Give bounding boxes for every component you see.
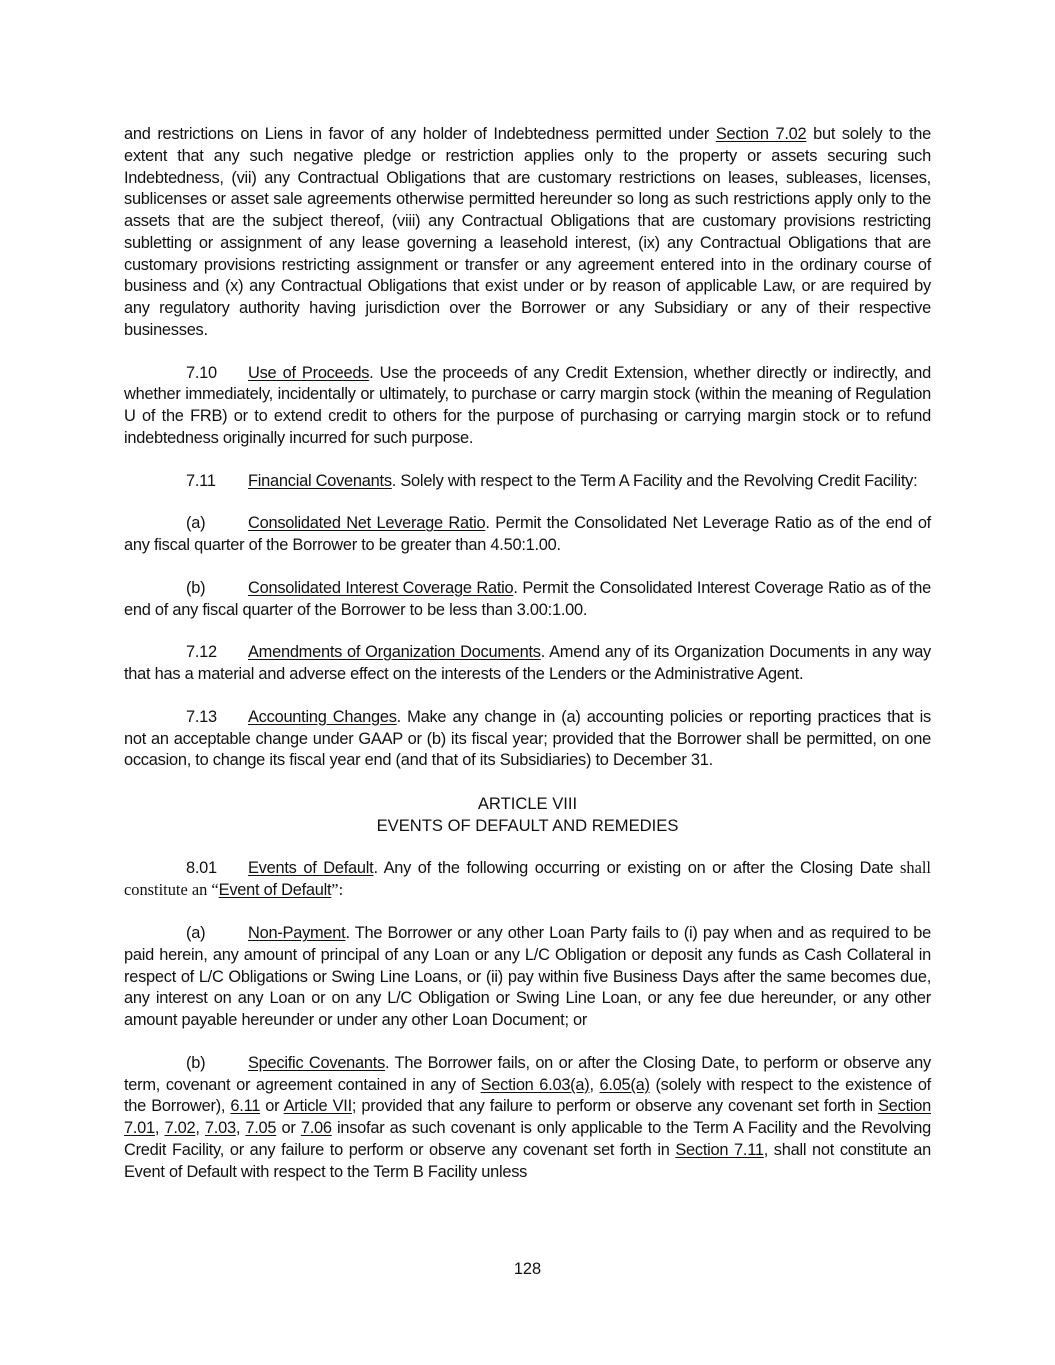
paragraph <box>124 707 931 772</box>
paragraph <box>124 642 931 686</box>
article-number: ARTICLE VIII <box>477 794 578 813</box>
paragraph <box>124 1053 931 1184</box>
section-number: (a) <box>186 514 206 533</box>
cross-reference: Accounting Changes <box>248 707 397 726</box>
cross-reference: Specific Covenants <box>248 1053 386 1072</box>
text-segment: . Permit the Consolidated Interest Coverage Ratio as of the end of any fiscal quarter of the Borrower to be less than 3.00:1.00. <box>124 578 931 619</box>
cross-reference: Section 6.03(a) <box>480 1075 590 1094</box>
text-segment: , shall not constitute an Event of Default with respect to the Term B Facility unless <box>124 1140 931 1181</box>
text-segment: . Permit the Consolidated Net Leverage Ratio as of the end of any fiscal quarter of the Borrower to be greater than 4.50:1.00. <box>124 514 931 554</box>
paragraph <box>124 923 931 1032</box>
paragraph <box>124 578 931 622</box>
section-number: (b) <box>186 1053 206 1072</box>
text-segment: or <box>276 1119 301 1137</box>
cross-reference: Consolidated Interest Coverage Ratio <box>248 578 514 597</box>
cross-reference: 6.11 <box>230 1097 261 1116</box>
section-number: 8.01 <box>186 858 217 877</box>
cross-reference: Non-Payment <box>248 924 346 942</box>
page-number: 128 <box>513 1260 542 1278</box>
document-body <box>124 124 931 1204</box>
section-number: 7.10 <box>186 363 217 382</box>
cross-reference: 7.05 <box>245 1119 277 1137</box>
cross-reference: Article VII <box>283 1097 352 1116</box>
text-segment: . Amend any of its Organization Documents in any way that has a material and adverse effect on the interests of the Lenders or the Administrative Agent. <box>124 643 932 683</box>
text-segment: . Make any change in (a) accounting policies or reporting practices that is not an acceptable change under GAAP or (b) its fiscal year; provided that the Borrower shall be permitted, on one occasion, to change its fiscal year end (and that of its Subsidiaries) to December 31. <box>124 707 931 770</box>
text-segment: or <box>260 1097 284 1116</box>
cross-reference: Use of Proceeds <box>248 363 370 382</box>
article-title: EVENTS OF DEFAULT AND REMEDIES <box>376 815 679 835</box>
paragraph <box>124 124 931 342</box>
text-segment: insofar as such covenant is only applicable to the Term A Facility and the Revolving Credit Facility, or any failure to perform or observe any covenant set forth in <box>124 1119 932 1159</box>
cross-reference: Section 7.02 <box>715 125 807 143</box>
text-segment: , <box>154 1119 165 1137</box>
text-segment: and restrictions on Liens in favor of any holder of Indebtedness permitted under <box>124 125 716 143</box>
text-segment: , <box>589 1075 600 1094</box>
text-segment: . Solely with respect to the Term A Facility and the Revolving Credit Facility: <box>391 471 918 490</box>
cross-reference: 7.06 <box>300 1119 332 1137</box>
text-segment: shall constitute an “ <box>124 857 931 900</box>
cross-reference: Events of Default <box>248 858 374 877</box>
section-number: 7.11 <box>186 471 216 490</box>
text-segment: . The Borrower or any other Loan Party fails to (i) pay when and as required to be paid herein, any amount of principal of any Loan or any L/C Obligation or deposit any funds as Cash Collateral in respect of L/C Obligations or Swing Line Loans, or (ii) pay within five Business Days after the same becomes due, any interest on any Loan or on any L/C Obligation or Swing Line Loan, or any fee due hereunder, or any other amount payable hereunder or under any other Loan Document; or <box>124 924 931 1029</box>
text-segment: . Any of the following occurring or existing on or after the Closing Date <box>373 858 901 877</box>
text-segment: . Use the proceeds of any Credit Extension, whether directly or indirectly, and whether immediately, incidentally or ultimately, to purchase or carry margin stock (within the meaning of Regulation U of the FRB) or to extend credit to others for the purpose of purchasing or carrying margin stock or to refund indebtedness originally incurred for such purpose. <box>124 363 931 447</box>
cross-reference: Event of Default <box>218 881 332 900</box>
section-number: 7.13 <box>186 707 217 726</box>
section-number: 7.12 <box>186 643 217 662</box>
paragraph <box>124 363 931 450</box>
text-segment: , <box>195 1119 205 1137</box>
paragraph <box>124 471 931 493</box>
cross-reference: 7.02 <box>164 1119 196 1137</box>
section-number: (b) <box>186 578 206 597</box>
text-segment: ”: <box>331 880 344 900</box>
cross-reference: Section 7.11 <box>675 1140 764 1159</box>
text-segment: but solely to the extent that any such negative pledge or restriction applies only to the property or assets securing such Indebtedness, (vii) any Contractual Obligations that are customary restrictions on leases, subleases, licenses, sublicenses or asset sale agreements otherwise permitted hereunder so long as such restrictions apply only to the assets that are the subject thereof, (viii) any Contractual Obligations that are customary provisions restricting subletting or assignment of any lease governing a leasehold interest, (ix) any Contractual Obligations that are customary provisions restricting assignment or transfer or any agreement entered into in the ordinary course of business and (x) any Contractual Obligations that exist under or by reason of applicable Law, or are required by any regulatory authority having jurisdiction over the Borrower or any Subsidiary or any of their respective businesses. <box>124 125 931 339</box>
cross-reference: Financial Covenants <box>248 471 392 490</box>
cross-reference: Section 7.01 <box>124 1097 932 1137</box>
text-segment: ; provided that any failure to perform or observe any covenant set forth in <box>351 1097 879 1116</box>
cross-reference: 7.03 <box>204 1119 236 1137</box>
section-number: (a) <box>186 924 206 942</box>
text-segment: (solely with respect to the existence of the Borrower), <box>124 1075 931 1116</box>
paragraph <box>124 513 931 557</box>
cross-reference: Consolidated Net Leverage Ratio <box>248 514 486 533</box>
cross-reference: Amendments of Organization Documents <box>248 643 541 662</box>
cross-reference: 6.05(a) <box>599 1075 650 1094</box>
text-segment: . The Borrower fails, on or after the Closing Date, to perform or observe any term, covenant or agreement contained in any of <box>124 1053 931 1094</box>
paragraph <box>124 857 931 903</box>
text-segment: , <box>235 1119 246 1137</box>
